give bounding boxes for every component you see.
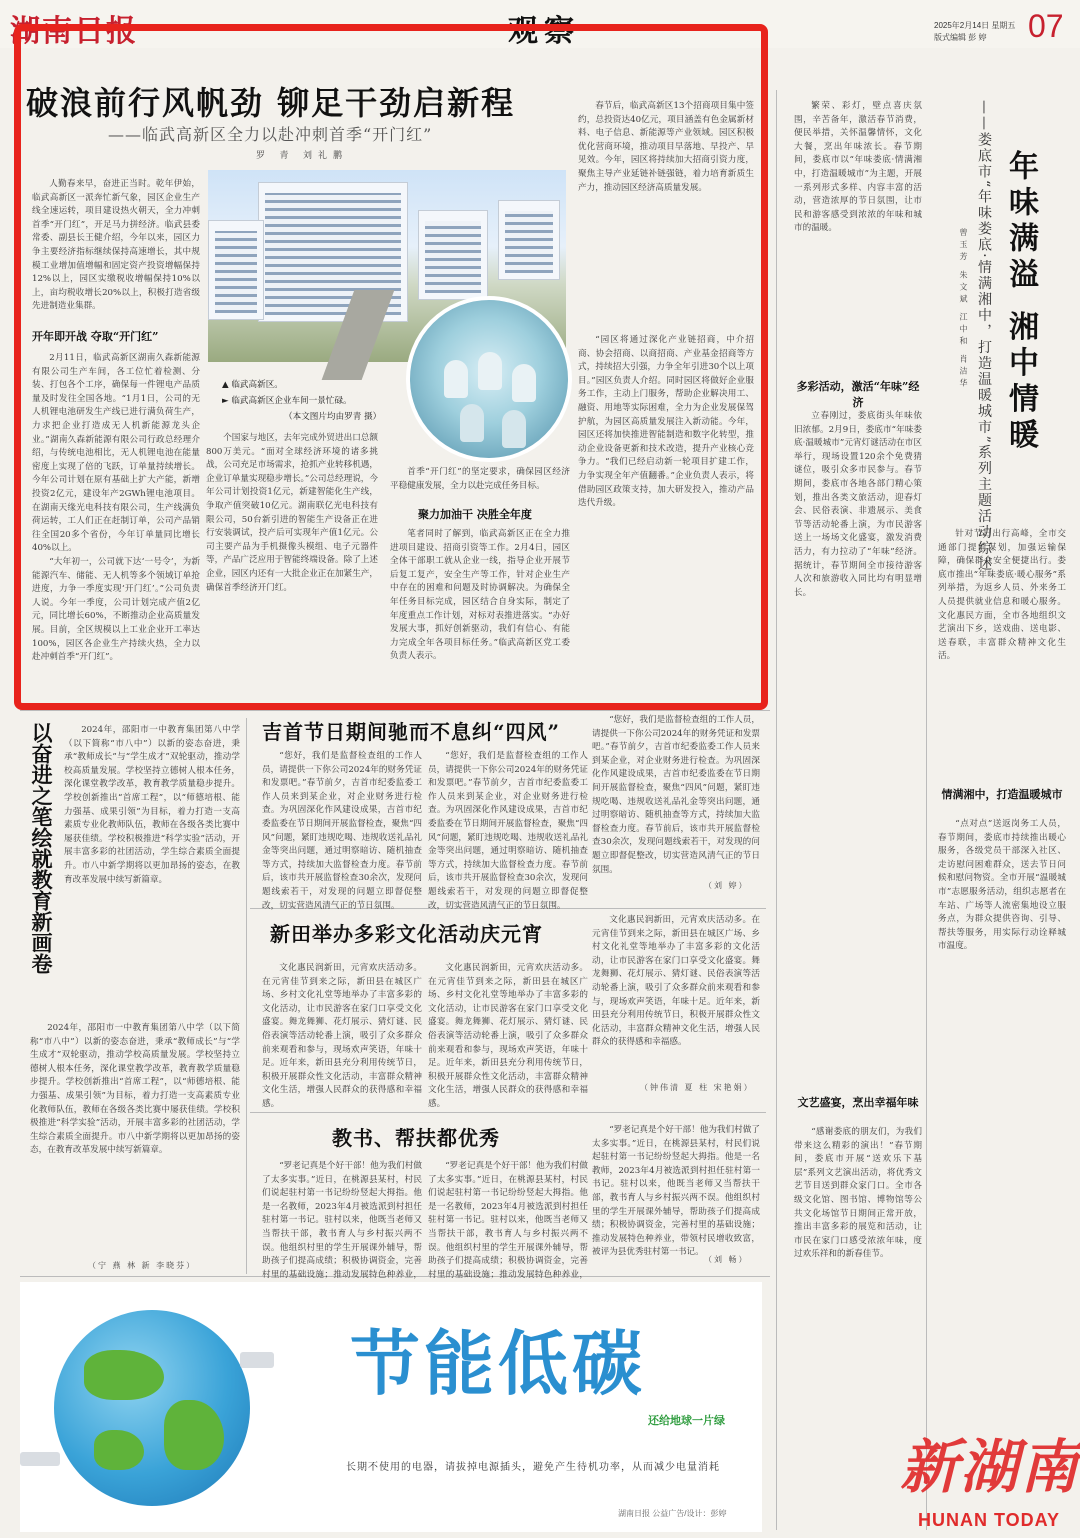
article-text: “大年初一，公司就下达‘一号令’，为新能源汽车、储能、无人机等多个领域订单抢进度，力争一季度实现‘开门红’。”公司负责人说。今年一季度，公司计划完成产值2亿元，同比增长60%，不断推动企业高质量发展。目前，全区规模以上工业企业开工率达100%，园区各企业生产持续火热，全力以赴冲刺首季“开门红”。: [32, 557, 200, 663]
divider: [250, 1112, 766, 1113]
article-title[interactable]: 吉首节日期间驰而不息纠“四风”: [262, 720, 561, 744]
plug-icon: [240, 1352, 274, 1368]
ad-description: 长期不使用的电器，请拔掉电源插头，避免产生待机功率，从而减少电量消耗: [346, 1462, 720, 1473]
article-text: “罗老记真是个好干部！他为我们村做了太多实事。”近日，在桃源县某村，村民们说起驻村第一书记纷纷竖起大拇指。他是一名教师，2023年4月被选派到村担任驻村第一书记。驻村以来，他既当老师又当帮扶干部，教书育人与乡村振兴两不误。他组织村里的学生开展课外辅导，帮助孩子们提高成绩；积极协调资金，完善村里的基础设施；推动发展特色种养业，: [262, 1161, 422, 1280]
article-text: 2月11日，临武高新区湖南久森新能源有限公司生产车间，各工位忙着检测、分装、打包各个工序，确保每一件锂电产品质量及时发往全国各地。“1月1日，公司的无人机锂电池研发生产线已进行满负荷生产，力求把企业打造成无人机新能源龙头企业。”湖南久森新能源有限公司行政总经理介绍，与传统电池相比，无人机锂电池在能量密度上实现了倍的飞跃，订单量持续增长。今年公司计划在原有基础上扩大产能，新增投资2亿元，建设年产2GWh锂电池项目。在湖南天缘光电科技有限公司，生产线满负荷运转，工人们正在赶制订单，公司产品销往全国20多个省份，今年订单量同比增长40%以上。: [32, 353, 200, 554]
ad-credit: 湖南日报 公益广告/设计：彭婷: [618, 1509, 727, 1518]
feature-subhead: 情满湘中，打造温暖城市: [941, 788, 1063, 801]
article-title[interactable]: 破浪前行风帆劲 铆足干劲启新程: [26, 84, 516, 122]
issue-date: 2025年2月14日 星期五: [934, 21, 1016, 30]
section-title: 观察: [508, 14, 580, 49]
article-text: 春节后，临武高新区13个招商项目集中签约，总投资达40亿元，项目涵盖有色金属新材料、电子信息、新能源等产业领域。园区积极优化营商环境，推动项目早落地、早投产、早见效。今年，园区将持续加大招商引资力度，聚焦主导产业延链补链强链，着力培育新质生产力，推动园区经济高质量发展。: [578, 101, 754, 193]
article-author: （钟伟清 夏 柱 宋艳娟）: [640, 1083, 754, 1092]
page-number: 07: [1028, 8, 1064, 44]
feature-text: “感谢娄底的朋友们，为我们带来这么精彩的演出！”春节期间，娄底市开展“送欢乐下基层”系列文艺演出活动，将优秀文艺节目送到群众家门口。全市各级文化馆、图书馆、博物馆等公共文化场馆节日期间正常开放，推出丰富多彩的展览和活动，让市民在家门口感受浓浓年味，度过欢乐祥和的新春佳节。: [794, 1127, 922, 1260]
watermark-text: HUNAN TODAY: [918, 1510, 1061, 1530]
divider: [246, 718, 247, 1274]
article-text: 笔者同时了解到，临武高新区正在全力推进项目建设、招商引资等工作。2月4日，园区全体干部职工就从企业一线，指导企业开展节后复工复产，安全生产等工作，针对企业生产中存在的困难和问题及时协调解决。为确保全年任务目标完成，园区结合自身实际，制定了年度重点工作计划，对标对表推进落实。“办好发展大事，抓好创新驱动，我们有信心、有能力完成全年各项目标任务。”临武高新区党工委负责人表示。: [390, 529, 570, 662]
article-text: “您好，我们是监督检查组的工作人员，请提供一下你公司2024年的财务凭证和发票吧。”春节前夕，吉首市纪委监委工作人员来到某企业，对企业财务进行检查。为巩固深化作风建设成果，吉首市纪委监委在节日期间开展监督检查，聚焦“四风”问题，紧盯违规吃喝、违规收送礼品礼金等突出问题，通过明察暗访、随机抽查等方式，持续加大监督检查力度。春节前后，该市共开展监督检查30余次，发现问题线索若干，对发现的问题立即督促整改，切实营造风清气正的节日氛围。: [428, 751, 588, 911]
layout-editor: 版式编辑 彭 婷: [934, 33, 987, 42]
earth-icon: [54, 1310, 250, 1506]
ad-slogan: 还给地球一片绿: [648, 1415, 725, 1427]
feature-text: 繁荣、彩灯，壁点喜庆氛围，辛苦备年，激活春节消费，便民举措，关怀温馨情怀，文化大餐，烹出年味浓长。春节期间，娄底市以“年味娄底·情满湘中，打造温暖城市”为主题，开展一系列形式多样、内容丰富的活动，营造浓厚的节日氛围，让市民和游客感受到浓浓的年味和城市的温暖。: [794, 101, 922, 234]
article-text: “罗老记真是个好干部！他为我们村做了太多实事。”近日，在桃源县某村，村民们说起驻村第一书记纷纷竖起大拇指。他是一名教师，2023年4月被选派到村担任驻村第一书记。驻村以来，他既当老师又当帮扶干部，教书育人与乡村振兴两不误。他组织村里的学生开展课外辅导，帮助孩子们提高成绩；积极协调资金，完善村里的基础设施；推动发展特色种养业，带领村民增收致富，被评为县优秀驻村第一书记。: [592, 1125, 760, 1258]
divider: [20, 710, 770, 711]
public-service-ad[interactable]: [20, 1282, 762, 1532]
article-text: “园区将通过深化产业链招商，中介招商、协会招商、以商招商、产业基金招商等方式，持续招大引强，力争全年引进30个以上项目。”园区负责人介绍。同时园区将做好企业服务工作，主动上门服务，帮助企业解决用工、融资、用地等实际困难，全力为企业发展保驾护航，为园区高质量发展注入新动能。今年，园区还将加快推进智能制造和数字化转型，推动企业设备更新和技术改造，提升产业核心竞争力。“我们已经启动新一轮项目扩建工作，力争实现全年产值翻番。”企业负责人表示，将借助园区政策支持，加大研发投入，推动产品迭代升级。: [578, 335, 754, 509]
feature-text: 针对节日出行高峰，全市交通部门提前谋划，加强运输保障，确保群众安全便捷出行。娄底市推出“年味娄底·暖心服务”系列举措，为返乡人员、外来务工人员提供就业信息和暖心服务。文化惠民方面，全市各地组织文艺演出下乡，送戏曲、送电影、送春联，丰富群众精神文化生活。: [938, 529, 1066, 662]
workshop-photo[interactable]: [406, 296, 572, 462]
photo-caption: ▲ 临武高新区。: [222, 380, 283, 390]
divider: [926, 520, 927, 1530]
article-text: “您好，我们是监督检查组的工作人员，请提供一下你公司2024年的财务凭证和发票吧。”春节前夕，吉首市纪委监委工作人员来到某企业，对企业财务进行检查。为巩固深化作风建设成果，吉首市纪委监委在节日期间开展监督检查，聚焦“四风”问题，紧盯违规吃喝、违规收送礼品礼金等突出问题，通过明察暗访、随机抽查等方式，持续加大监督检查力度。春节前后，该市共开展监督检查30余次，发现问题线索若干，对发现的问题立即督促整改，切实营造风清气正的节日氛围。: [262, 751, 422, 911]
article-text: 个国家与地区，去年完成外贸进出口总额800万美元。“面对全球经济环境的诸多挑战，公司充足市场需求，抢抓产业转移机遇，企业订单量实现稳步增长。”公司总经理说，今年公司计划投资1亿元，新建智能化生产线，争取产值突破10亿元。湖南联亿光电科技有限公司，50台新引进的智能生产设备正在进行安装调试，投产后可实现年产值1亿元。公司主要产品为手机摄像头模组、电子元器件等，产品广泛应用于智能终端设备。除了上述企业，园区内还有一大批企业正在加紧生产，确保首季经济开门红。: [206, 433, 378, 593]
feature-text: 立春刚过，娄底街头年味依旧浓郁。2月9日，娄底市“年味娄底·温暖城市”元宵灯谜活动在市区举行，现场设置120余个免费猜谜位，吸引众多市民参与。春节期间，娄底市各地各部门精心策划，推出各类文旅活动，迎春灯会、民俗表演、非遗展示、美食节等活动轮番上演，为市民游客送上一场场文化盛宴，激发消费活力，有力拉动了“年味”经济。据统计，春节期间全市接待游客人次和旅游收入同比均有明显增长。: [794, 411, 922, 598]
article-subtitle: ——临武高新区全力以赴冲刺首季“开门红”: [108, 125, 433, 144]
article-text: 文化惠民润新田，元宵欢庆活动多。在元宵佳节到来之际，新田县在城区广场、乡村文化礼堂等地举办了丰富多彩的文化活动，让市民游客在家门口享受文化盛宴。舞龙舞狮、花灯展示、猜灯谜、民俗表演等活动轮番上演，吸引了众多群众前来观看和参与，现场欢声笑语，年味十足。近年来，新田县充分利用传统节日，积极开展群众性文化活动，丰富群众精神文化生活，增强人民群众的获得感和幸福感。: [592, 915, 760, 1048]
article-author: （刘 婷）: [704, 881, 749, 890]
photo-caption: ► 临武高新区企业车间一景忙碌。: [222, 396, 352, 406]
article-author: （宁 燕 林 新 李晓芬）: [88, 1261, 197, 1270]
divider: [776, 90, 777, 1530]
article-text: “您好，我们是监督检查组的工作人员，请提供一下你公司2024年的财务凭证和发票吧。”春节前夕，吉首市纪委监委工作人员来到某企业，对企业财务进行检查。为巩固深化作风建设成果，吉首市纪委监委在节日期间开展监督检查，聚焦“四风”问题，紧盯违规吃喝、违规收送礼品礼金等突出问题，通过明察暗访、随机抽查等方式，持续加大监督检查力度。春节前后，该市共开展监督检查30余次，发现问题线索若干，对发现的问题立即督促整改，切实营造风清气正的节日氛围。: [592, 715, 760, 875]
article-subhead: 聚力加油干 决胜全年度: [418, 508, 532, 521]
article-text: 文化惠民润新田，元宵欢庆活动多。在元宵佳节到来之际，新田县在城区广场、乡村文化礼堂等地举办了丰富多彩的文化活动，让市民游客在家门口享受文化盛宴。舞龙舞狮、花灯展示、猜灯谜、民俗表演等活动轮番上演，吸引了众多群众前来观看和参与，现场欢声笑语，年味十足。近年来，新田县充分利用传统节日，积极开展群众性文化活动，丰富群众精神文化生活，增强人民群众的获得感和幸福感。: [262, 963, 422, 1109]
watermark-logo: 新湖南: [900, 1433, 1080, 1501]
article-title[interactable]: 以奋进之笔绘就教育新画卷: [29, 722, 54, 974]
article-title[interactable]: 新田举办多彩文化活动庆元宵: [270, 922, 543, 946]
feature-title[interactable]: 年味满溢 湘中情暖: [1003, 150, 1038, 455]
article-author: （刘 畅）: [704, 1255, 749, 1264]
masthead: [0, 0, 1080, 48]
article-title[interactable]: 教书、帮扶都优秀: [332, 1126, 500, 1150]
ad-title: 节能低碳: [350, 1325, 646, 1403]
feature-subhead: 多彩活动，激活“年味”经济: [796, 380, 920, 409]
newspaper-logo: 湖南日报: [10, 14, 138, 49]
feature-text: “点对点”送返岗务工人员，春节期间，娄底市持续推出暖心服务，各级党员干部深入社区、走访慰问困难群众，送去节日问候和慰问物资。全市开展“温暖城市”志愿服务活动，组织志愿者在车站、广场等人流密集地设立服务点，为群众提供咨询、引导、帮扶等服务，用实际行动诠释城市温度。: [938, 819, 1066, 952]
article-text: “罗老记真是个好干部！他为我们村做了太多实事。”近日，在桃源县某村，村民们说起驻村第一书记纷纷竖起大拇指。他是一名教师，2023年4月被选派到村担任驻村第一书记。驻村以来，他既当老师又当帮扶干部，教书育人与乡村振兴两不误。他组织村里的学生开展课外辅导，帮助孩子们提高成绩；积极协调资金，完善村里的基础设施；推动发展特色种养业，: [428, 1161, 588, 1280]
article-text: 首季“开门红”的坚定要求，确保园区经济平稳健康发展，全力以赴完成任务目标。: [390, 467, 570, 491]
plug-icon: [20, 1452, 60, 1466]
photo-credit: （本文图片均由罗青 摄）: [284, 412, 382, 422]
article-lead: 人勤春来早，奋进正当时。乾年伊始，临武高新区一派奔忙新气象，园区企业生产线全速运转，项目建设热火朝天，全力冲刺首季“开门红”，开足马力拼经济。临武县委常委、副县长王健介绍，今年以来，园区力争主要经济指标继续保持高速增长，其中规模工业增加值增幅和固定资产投资增幅保持12%以上，园区实缴税收增幅保持10%以上，亩均税收增长20%以上，积极打造省级先进制造业集群。: [32, 179, 200, 312]
article-byline: 罗 青 刘礼鹏: [256, 150, 349, 160]
article-text: 2024年，邵阳市一中教育集团第八中学（以下简称“市八中”）以新的姿态奋进，秉承“教师成长”与“学生成才”双轮驱动，推动学校高质量发展。学校坚持立德树人根本任务，深化课堂教学改革，教育教学质量稳步提升。学校创新推出“首席工程”，以“师德培根、能力强基、成果引领”为目标，着力打造一支高素质专业化教师队伍，教师在各级各类比赛中屡获佳绩。学校积极推进“科学实验”活动，开展丰富多彩的社团活动，学生综合素质全面提升。市八中新学期将以更加昂扬的姿态，在教育改革发展中续写新篇章。: [30, 1023, 240, 1156]
feature-kicker: ——娄底市“年味娄底·情满湘中，打造温暖城市”系列主题活动综述: [976, 100, 992, 573]
article-text: 2024年，邵阳市一中教育集团第八中学（以下简称“市八中”）以新的姿态奋进，秉承“教师成长”与“学生成才”双轮驱动，推动学校高质量发展。学校坚持立德树人根本任务，深化课堂教学改革，教育教学质量稳步提升。学校创新推出“首席工程”，以“师德培根、能力强基、成果引领”为目标，着力打造一支高素质专业化教师队伍，教师在各级各类比赛中屡获佳绩。学校积极推进“科学实验”活动，开展丰富多彩的社团活动，学生综合素质全面提升。市八中新学期将以更加昂扬的姿态，在教育改革发展中续写新篇章。: [64, 725, 240, 885]
feature-author: 曾玉芳 朱文斌 江中和 肖洁华: [959, 228, 968, 391]
article-subhead: 开年即开战 夺取“开门红”: [32, 330, 159, 343]
article-text: 文化惠民润新田，元宵欢庆活动多。在元宵佳节到来之际，新田县在城区广场、乡村文化礼堂等地举办了丰富多彩的文化活动，让市民游客在家门口享受文化盛宴。舞龙舞狮、花灯展示、猜灯谜、民俗表演等活动轮番上演，吸引了众多群众前来观看和参与，现场欢声笑语，年味十足。近年来，新田县充分利用传统节日，积极开展群众性文化活动，丰富群众精神文化生活，增强人民群众的获得感和幸福感。: [428, 963, 588, 1109]
feature-subhead: 文艺盛宴，烹出幸福年味: [797, 1096, 919, 1109]
